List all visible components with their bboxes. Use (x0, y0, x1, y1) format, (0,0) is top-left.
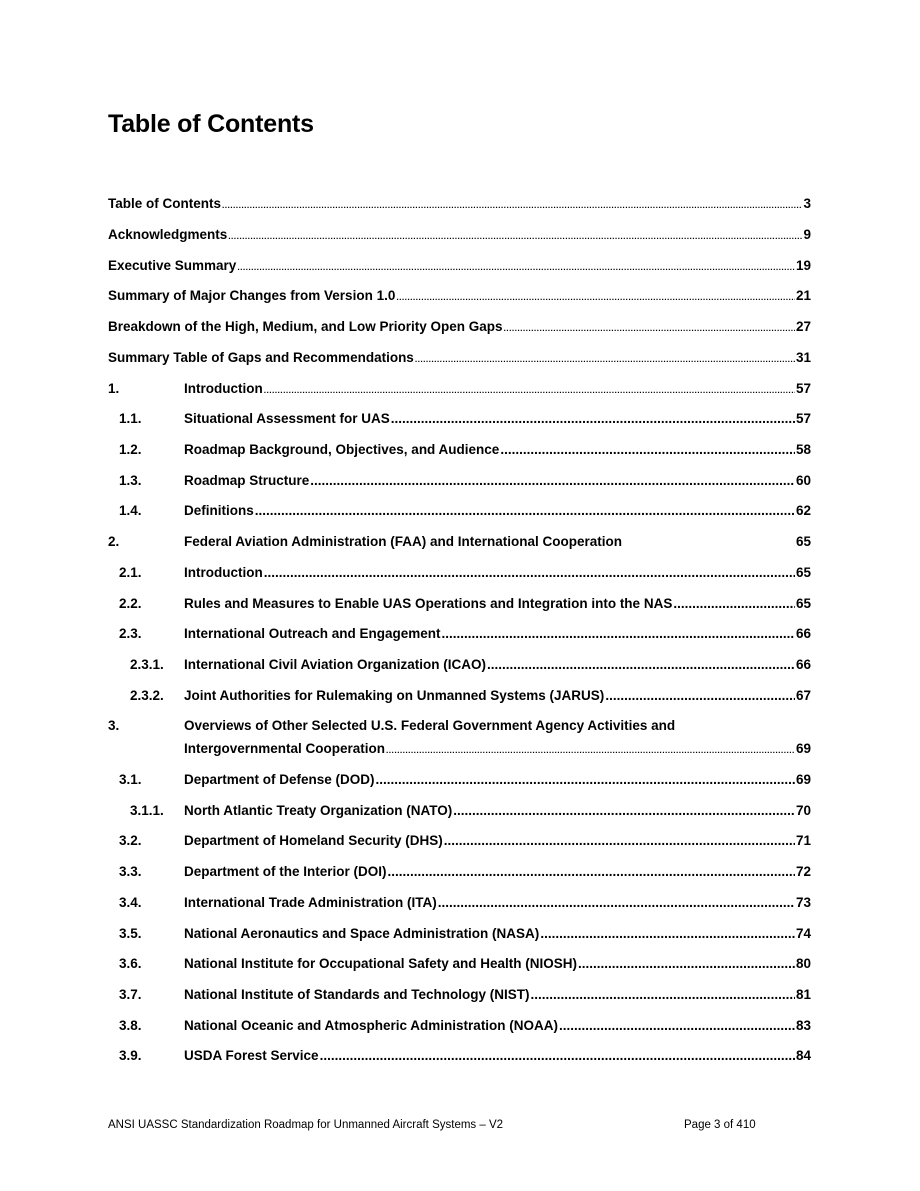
toc-entry-title: National Institute for Occupational Safety and Health (NIOSH) (184, 956, 578, 971)
toc-entry-page: 73 (795, 895, 811, 910)
toc-entry[interactable] (108, 380, 811, 399)
toc-entry[interactable] (108, 595, 811, 612)
toc-entry-page: 72 (795, 864, 811, 879)
dot-leader (386, 742, 795, 759)
toc-entry-page: 9 (803, 227, 811, 242)
toc-entry-number: 1.3. (119, 473, 142, 488)
dot-leader (442, 625, 795, 642)
toc-entry[interactable] (108, 502, 811, 519)
dot-leader (444, 832, 795, 849)
toc-entry-page: 66 (795, 657, 811, 672)
toc-entry-title: Department of Defense (DOD) (184, 772, 375, 787)
toc-entry-title: International Outreach and Engagement (184, 626, 441, 641)
toc-entry[interactable] (108, 410, 811, 427)
toc-entry[interactable] (108, 687, 811, 704)
toc-entry[interactable] (108, 656, 811, 673)
toc-entry-title: Overviews of Other Selected U.S. Federal Government Agency Activities and (184, 718, 676, 733)
toc-entry-page: 74 (795, 926, 811, 941)
page-title: Table of Contents (108, 110, 314, 138)
toc-entry-number: 2.2. (119, 596, 142, 611)
toc-entry[interactable] (108, 894, 811, 911)
toc-entry-page: 3 (803, 196, 811, 211)
toc-entry-title: Breakdown of the High, Medium, and Low Priority Open Gaps (108, 319, 503, 334)
toc-entry-number: 2.1. (119, 565, 142, 580)
toc-entry-title: Federal Aviation Administration (FAA) and International Cooperation (184, 534, 623, 549)
dot-leader (559, 1017, 795, 1034)
toc-entry-number: 3.2. (119, 833, 142, 848)
dot-leader (222, 197, 802, 214)
toc-entry-number: 1.1. (119, 411, 142, 426)
toc-entry-title: National Institute of Standards and Technology (NIST) (184, 987, 530, 1002)
dot-leader (438, 894, 795, 911)
toc-entry-title: Table of Contents (108, 196, 221, 211)
toc-entry-page: 60 (795, 473, 811, 488)
toc-entry-title: Definitions (184, 503, 254, 518)
toc-entry-number: 3.9. (119, 1048, 142, 1063)
dot-leader (391, 410, 795, 427)
toc-entry-title: National Oceanic and Atmospheric Administration (NOAA) (184, 1018, 559, 1033)
toc-entry-title-continued: Intergovernmental Cooperation (184, 741, 386, 756)
toc-entry[interactable] (108, 771, 811, 788)
toc-entry-page: 65 (795, 534, 811, 549)
dot-leader (255, 502, 795, 519)
dot-leader (310, 472, 795, 489)
toc-entry-page: 80 (795, 956, 811, 971)
dot-leader (396, 289, 795, 306)
toc-entry[interactable] (108, 832, 811, 849)
dot-leader (264, 382, 795, 399)
toc-entry-page: 21 (795, 288, 811, 303)
toc-entry-page: 81 (795, 987, 811, 1002)
toc-entry-title: North Atlantic Treaty Organization (NATO) (184, 803, 453, 818)
toc-entry[interactable] (108, 226, 811, 245)
toc-entry[interactable] (108, 318, 811, 337)
toc-entry-title: Roadmap Structure (184, 473, 310, 488)
toc-entry-title: International Civil Aviation Organization (ICAO) (184, 657, 487, 672)
toc-entry-page: 84 (795, 1048, 811, 1063)
toc-entry-title: Rules and Measures to Enable UAS Operations and Integration into the NAS (184, 596, 673, 611)
toc-entry-number: 3.7. (119, 987, 142, 1002)
toc-entry-title: International Trade Administration (ITA) (184, 895, 437, 910)
dot-leader (237, 259, 795, 276)
toc-entry-title: Introduction (184, 565, 263, 580)
toc-entry-page: 83 (795, 1018, 811, 1033)
toc-entry-page: 69 (795, 772, 811, 787)
toc-entry-page: 31 (795, 350, 811, 365)
toc-entry-title: USDA Forest Service (184, 1048, 319, 1063)
toc-entry-number: 3.4. (119, 895, 142, 910)
dot-leader (578, 955, 795, 972)
toc-entry-number: 3.1. (119, 772, 142, 787)
toc-entry[interactable] (108, 349, 811, 368)
toc-entry[interactable] (108, 717, 811, 759)
toc-entry[interactable] (108, 986, 811, 1003)
toc-entry-number: 2.3.1. (130, 657, 164, 672)
dot-leader (504, 320, 795, 337)
toc-entry-title: Summary of Major Changes from Version 1.0 (108, 288, 396, 303)
toc-entry-number: 2.3.2. (130, 688, 164, 703)
toc-entry-page: 58 (795, 442, 811, 457)
toc-entry-page: 19 (795, 258, 811, 273)
toc-entry-number: 1. (108, 381, 120, 396)
toc-entry-page: 65 (795, 596, 811, 611)
dot-leader (540, 925, 795, 942)
toc-entry[interactable] (108, 472, 811, 489)
toc-entry-title: Department of the Interior (DOI) (184, 864, 387, 879)
toc-entry-title: Roadmap Background, Objectives, and Audience (184, 442, 500, 457)
dot-leader (673, 595, 795, 612)
dot-leader (376, 771, 795, 788)
toc-entry-page: 70 (795, 803, 811, 818)
toc-entry[interactable] (108, 195, 811, 214)
toc-entry-title: Summary Table of Gaps and Recommendations (108, 350, 414, 365)
dot-leader (415, 351, 795, 368)
toc-entry-page: 71 (795, 833, 811, 848)
dot-leader (228, 228, 802, 245)
toc-entry-number: 3. (108, 718, 120, 733)
dot-leader (531, 986, 795, 1003)
toc-entry-title: National Aeronautics and Space Administration (NASA) (184, 926, 540, 941)
toc-entry-page: 69 (795, 741, 811, 756)
toc-entry-number: 3.8. (119, 1018, 142, 1033)
toc-entry-number: 2.3. (119, 626, 142, 641)
toc-entry-number: 3.6. (119, 956, 142, 971)
toc-entry[interactable] (108, 533, 811, 550)
dot-leader (500, 441, 795, 458)
toc-entry-title: Situational Assessment for UAS (184, 411, 390, 426)
toc-entry-title: Department of Homeland Security (DHS) (184, 833, 443, 848)
toc-entry[interactable] (108, 955, 811, 972)
toc-entry[interactable] (108, 441, 811, 458)
toc-entry[interactable] (108, 625, 811, 642)
toc-entry-title: Executive Summary (108, 258, 237, 273)
footer-document-title: ANSI UASSC Standardization Roadmap for Unmanned Aircraft Systems – V2 (108, 1119, 504, 1131)
toc-entry[interactable] (108, 564, 811, 581)
toc-entry-page: 57 (795, 381, 811, 396)
toc-entry-page: 66 (795, 626, 811, 641)
toc-entry-page: 65 (795, 565, 811, 580)
toc-entry-page: 62 (795, 503, 811, 518)
dot-leader (320, 1047, 795, 1064)
dot-leader (264, 564, 795, 581)
toc-entry-title: Introduction (184, 381, 263, 396)
toc-entry-number: 1.4. (119, 503, 142, 518)
dot-leader (453, 802, 795, 819)
dot-leader (605, 687, 795, 704)
toc-entry[interactable] (108, 257, 811, 276)
toc-entry-title: Joint Authorities for Rulemaking on Unmanned Systems (JARUS) (184, 688, 605, 703)
toc-entry[interactable] (108, 1047, 811, 1064)
toc-entry-page: 67 (795, 688, 811, 703)
toc-entry-number: 3.5. (119, 926, 142, 941)
dot-leader (388, 863, 795, 880)
toc-entry-number: 1.2. (119, 442, 142, 457)
toc-entry-title: Acknowledgments (108, 227, 228, 242)
toc-entry[interactable] (108, 287, 811, 306)
toc-entry-number: 2. (108, 534, 120, 549)
toc-entry[interactable] (108, 863, 811, 880)
toc-entry-number: 3.1.1. (130, 803, 164, 818)
footer-page-number: Page 3 of 410 (684, 1119, 756, 1131)
toc-entry[interactable] (108, 1017, 811, 1034)
toc-entry[interactable] (108, 802, 811, 819)
toc-entry-number: 3.3. (119, 864, 142, 879)
dot-leader (487, 656, 795, 673)
toc-entry[interactable] (108, 925, 811, 942)
toc-entry-page: 27 (795, 319, 811, 334)
toc-entry-page: 57 (795, 411, 811, 426)
